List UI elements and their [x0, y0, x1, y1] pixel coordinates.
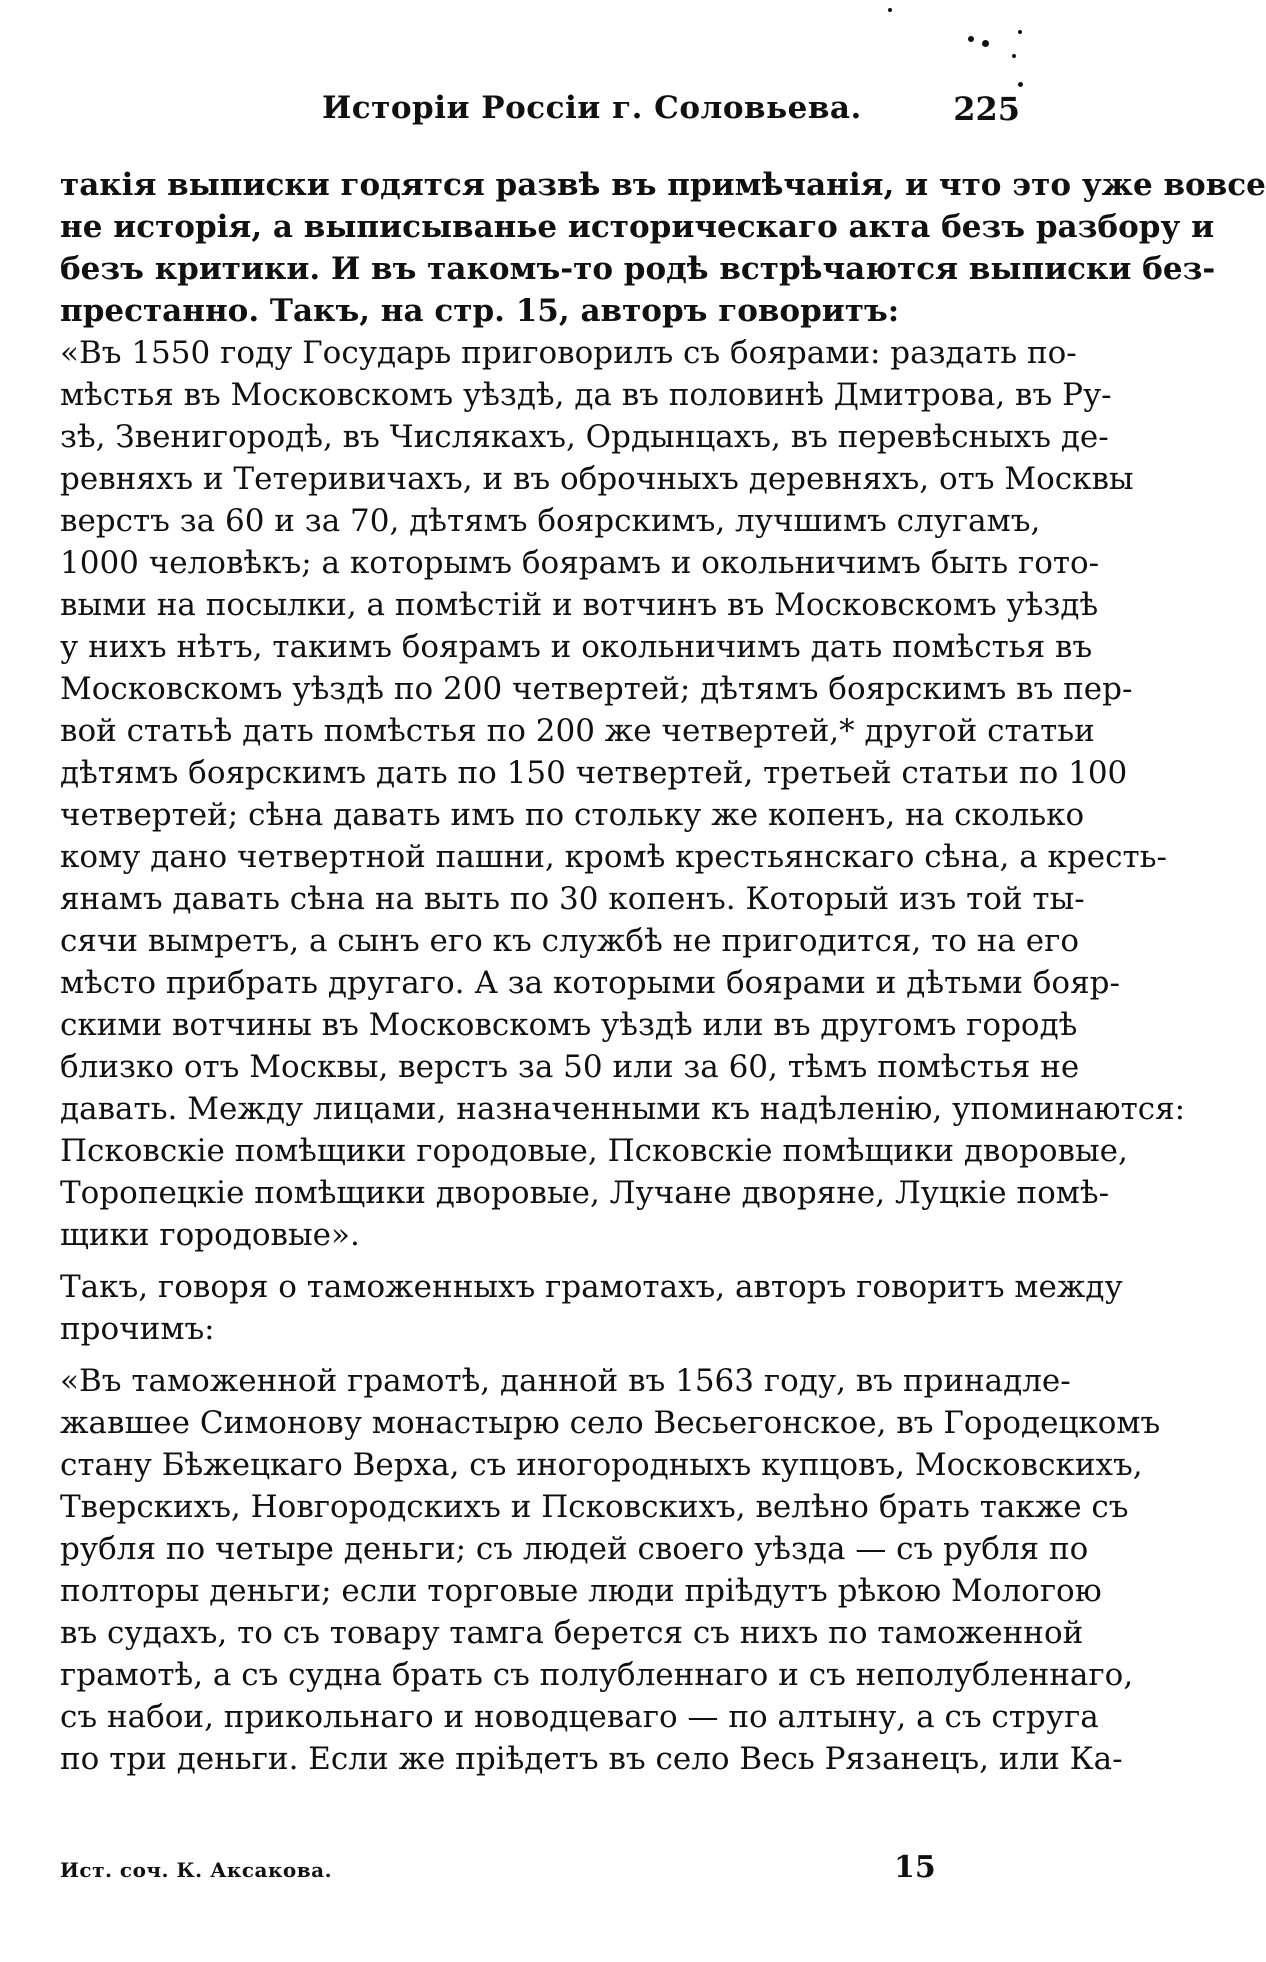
text-line: съ набои, прикольнаго и новодцеваго — по алтыну, а съ струга: [60, 1699, 1099, 1735]
text-line: мѣсто прибрать другаго. А за которыми боярами и дѣтьми бояр-: [60, 965, 1120, 1001]
text-line: жавшее Симонову монастырю село Весьегонское, въ Городецкомъ: [60, 1405, 1161, 1441]
text-line: безъ критики. И въ такомъ-то родѣ встрѣчаются выписки без-: [60, 251, 1216, 287]
running-head: [60, 90, 1020, 146]
text-line: рубля по четыре деньги; съ людей своего уѣзда — съ рубля по: [60, 1531, 1089, 1567]
text-line: вой статьѣ дать помѣстья по 200 же четвертей,* другой статьи: [60, 713, 1095, 749]
paragraph-gap: [60, 1350, 1020, 1360]
sheet-number: 15: [894, 1850, 936, 1885]
text-line: грамотѣ, а съ судна брать съ полубленнаго и съ неполубленнаго,: [60, 1657, 1134, 1693]
text-line: въ судахъ, то съ товару тамга берется съ нихъ по таможенной: [60, 1615, 1084, 1651]
text-line: полторы деньги; если торговые люди пріѣдутъ рѣкою Мологою: [60, 1573, 1102, 1609]
book-page: [60, 90, 1266, 1885]
text-line: верстъ за 60 и за 70, дѣтямъ боярскимъ, лучшимъ слугамъ,: [60, 503, 1041, 539]
ink-speck: [1018, 82, 1023, 87]
text-line: 1000 человѣкъ; а которымъ боярамъ и окольничимъ быть гото-: [60, 545, 1100, 581]
page-number: 225: [953, 90, 1020, 128]
text-line: зѣ, Звенигородѣ, въ Числякахъ, Ордынцахъ, въ перевѣсныхъ де-: [60, 419, 1109, 455]
body-text: [60, 164, 1266, 1780]
text-line: близко отъ Москвы, верстъ за 50 или за 60, тѣмъ помѣстья не: [60, 1049, 1080, 1085]
text-line: Псковскіе помѣщики городовые, Псковскіе помѣщики дворовые,: [60, 1133, 1128, 1169]
text-line: по три деньги. Если же пріѣдетъ въ село Весь Рязанецъ, или Ка-: [60, 1741, 1123, 1777]
text-line: выми на посылки, а помѣстій и вотчинъ въ Московскомъ уѣздѣ: [60, 587, 1099, 623]
text-line: не исторія, а выписыванье историческаго акта безъ разбору и: [60, 209, 1215, 245]
text-line: дѣтямъ боярскимъ дать по 150 четвертей, третьей статьи по 100: [60, 755, 1128, 791]
signature-mark: Ист. соч. К. Аксакова.: [60, 1858, 333, 1882]
text-line: сячи вымретъ, а сынъ его къ службѣ не пригодится, то на его: [60, 923, 1080, 959]
ink-speck: [888, 8, 892, 12]
text-line: Торопецкіе помѣщики дворовые, Лучане дворяне, Луцкіе помѣ-: [60, 1175, 1110, 1211]
text-line: у нихъ нѣтъ, такимъ боярамъ и окольничимъ дать помѣстья въ: [60, 629, 1093, 665]
text-line: щики городовые».: [60, 1217, 360, 1253]
text-line: давать. Между лицами, назначенными къ надѣленію, упоминаются:: [60, 1091, 1186, 1127]
text-line: такія выписки годятся развѣ въ примѣчанія, и что это уже вовсе: [60, 167, 1266, 203]
text-line: Тверскихъ, Новгородскихъ и Псковскихъ, велѣно брать также съ: [60, 1489, 1129, 1525]
text-line: Московскомъ уѣздѣ по 200 четвертей; дѣтямъ боярскимъ въ пер-: [60, 671, 1133, 707]
ink-speck: [1012, 54, 1016, 58]
text-line: кому дано четвертной пашни, кромѣ крестьянскаго сѣна, а кресть-: [60, 839, 1167, 875]
text-line: престанно. Такъ, на стр. 15, авторъ говоритъ:: [60, 293, 900, 329]
text-line: стану Бѣжецкаго Верха, съ иногородныхъ купцовъ, Московскихъ,: [60, 1447, 1143, 1483]
ink-speck: [1018, 30, 1022, 34]
text-line: скими вотчины въ Московскомъ уѣздѣ или въ другомъ городѣ: [60, 1007, 1078, 1043]
paragraph-gap: [60, 1256, 1020, 1266]
text-line: янамъ давать сѣна на выть по 30 копенъ. Который изъ той ты-: [60, 881, 1085, 917]
text-line: мѣстья въ Московскомъ уѣздѣ, да въ половинѣ Дмитрова, въ Ру-: [60, 377, 1112, 413]
running-title: Исторіи Россіи г. Соловьева.: [322, 90, 862, 126]
text-line: четвертей; сѣна давать имъ по стольку же копенъ, на сколько: [60, 797, 1085, 833]
text-line: Такъ, говоря о таможенныхъ грамотахъ, авторъ говоритъ между: [60, 1269, 1123, 1305]
text-line: ревняхъ и Тетеривичахъ, и въ оброчныхъ деревняхъ, отъ Москвы: [60, 461, 1134, 497]
ink-speck: [982, 40, 989, 47]
ink-speck: [968, 36, 974, 42]
text-line: прочимъ:: [60, 1311, 215, 1347]
text-line: «Въ таможенной грамотѣ, данной въ 1563 году, въ принадле-: [60, 1363, 1071, 1399]
text-line: «Въ 1550 году Государь приговорилъ съ боярами: раздать по-: [60, 335, 1077, 371]
page-footer: [60, 1850, 1020, 1890]
